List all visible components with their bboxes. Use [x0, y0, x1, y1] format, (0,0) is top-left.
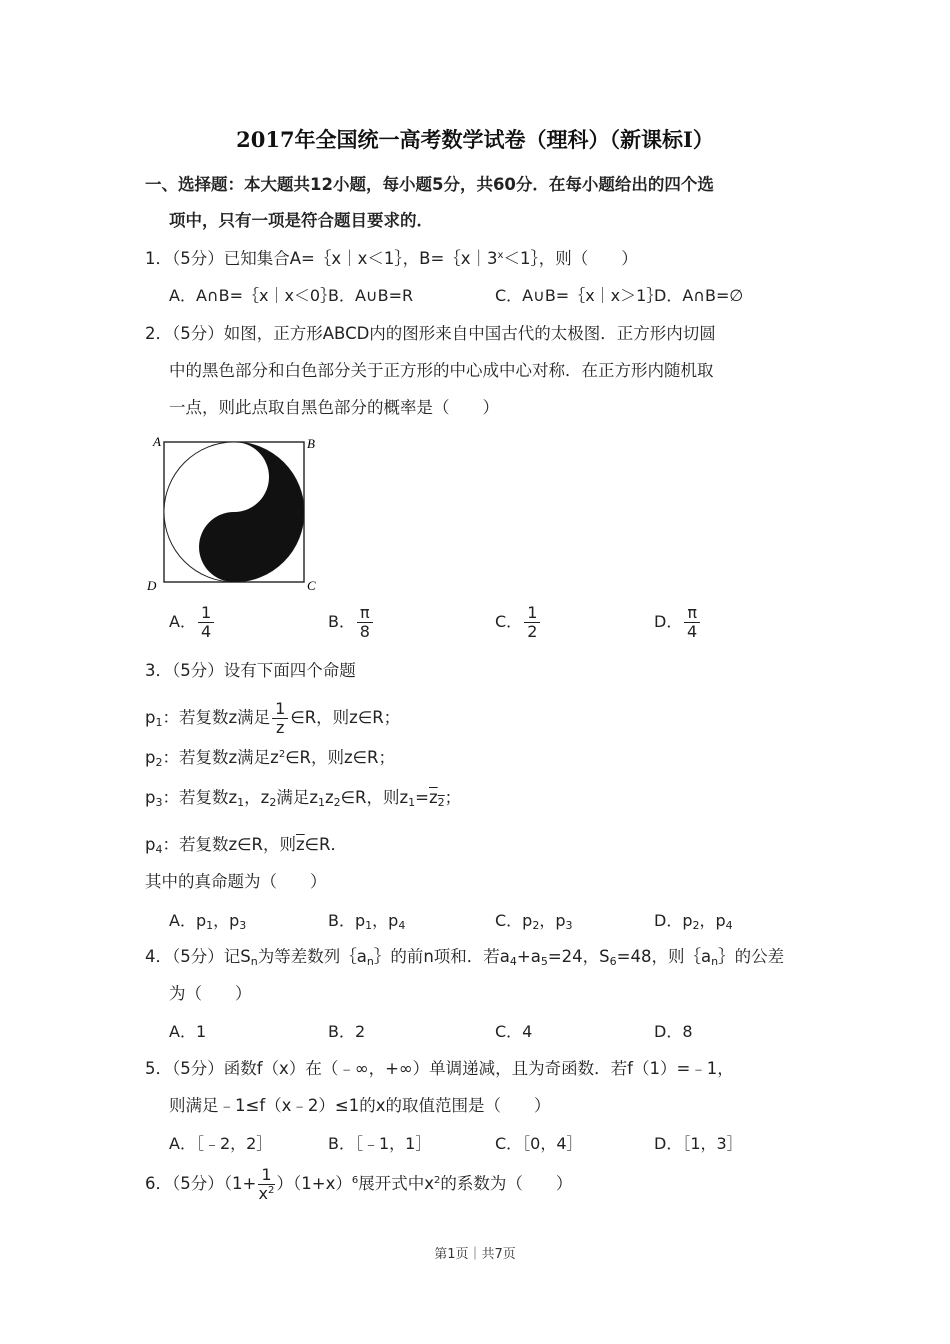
q4-option-d: D．8 — [654, 1022, 693, 1041]
q2-option-b: B． $\frac{\pi}{8}$ — [328, 604, 375, 641]
q5-option-a: A．［﹣2，2］ — [169, 1134, 273, 1153]
black-dot — [228, 541, 240, 553]
q3-ask: 其中的真命题为（ ） — [145, 872, 327, 891]
q1-option-a: A．A∩B=｛x｜x＜0｝ — [169, 286, 337, 305]
q1-option-d: D．A∩B=∅ — [654, 286, 744, 305]
q6-stem: 6．（5分）（1+ $\frac{1}{x^2}$ ）$(1+x)^6$展开式中$x^2$的系数为（ ） — [145, 1165, 573, 1203]
q3-option-a: A．$p_1$，$p_3$ — [169, 911, 247, 932]
q5-stem-line1: 5．（5分）函数f（x）在（﹣∞，+∞）单调递减，且为奇函数．若f（1）=﹣1， — [145, 1059, 734, 1078]
q4-stem-line2: 为（ ） — [169, 984, 252, 1003]
section-heading-line1: 一、选择题：本大题共12小题，每小题5分，共60分．在每小题给出的四个选 — [145, 175, 714, 194]
q2-option-a: A． $\frac{1}{4}$ — [169, 604, 216, 641]
white-dot — [228, 471, 240, 483]
q2-stem-line1: 2．（5分）如图，正方形ABCD内的图形来自中国古代的太极图．正方形内切圆 — [145, 324, 716, 343]
page-title: 2017年全国统一高考数学试卷（理科）（新课标Ⅰ） — [236, 127, 714, 152]
q3-proposition-p2: $p_2$：若复数z满足$z^2\in R$，则z∈R； — [145, 748, 396, 769]
q3-proposition-p3: $p_3$：若复数$z_1$，$z_2$满足$z_1z_2\in R$，则$z_1=z_2$； — [145, 788, 462, 809]
taiji-square-figure — [145, 432, 320, 592]
q3-option-d: D．$p_2$，$p_4$ — [654, 911, 733, 932]
q3-proposition-p4: $p_4$：若复数z∈R，则$\overline{z}\in R$． — [145, 835, 347, 856]
fraction: $\frac{1}{4}$ — [198, 604, 214, 641]
fraction: $\frac{\pi}{8}$ — [357, 604, 373, 641]
q2-option-c: C． $\frac{1}{2}$ — [495, 604, 542, 641]
q3-option-c: C．$p_2$，$p_3$ — [495, 911, 573, 932]
q3-option-b: B．$p_1$，$p_4$ — [328, 911, 406, 932]
q2-option-d: D． $\frac{\pi}{4}$ — [654, 604, 702, 641]
q5-option-b: B．［﹣1，1］ — [328, 1134, 432, 1153]
q4-option-c: C．4 — [495, 1022, 533, 1041]
q1-option-c: C．A∪B=｛x｜x＞1｝ — [495, 286, 663, 305]
q3-stem: 3．（5分）设有下面四个命题 — [145, 661, 356, 680]
page-footer: 第1页｜共7页 — [434, 1247, 516, 1262]
q4-option-a: A．1 — [169, 1022, 207, 1041]
vertex-a-label: A — [153, 434, 161, 449]
q5-option-c: C．［0，4］ — [495, 1134, 583, 1153]
vertex-b-label: B — [307, 436, 315, 451]
fraction: $\frac{\pi}{4}$ — [684, 604, 700, 641]
q5-option-d: D．［1，3］ — [654, 1134, 743, 1153]
fraction: $\frac{1}{z}$ — [272, 700, 288, 737]
q2-stem-line2: 中的黑色部分和白色部分关于正方形的中心成中心对称．在正方形内随机取 — [169, 361, 714, 380]
section-heading-line2: 项中，只有一项是符合题目要求的． — [169, 211, 433, 230]
q1-stem: 1．（5分）已知集合A=｛x｜x＜1｝，$B=\{x|3^x<1\}$，则（ ） — [145, 249, 638, 268]
vertex-c-label: C — [307, 578, 316, 592]
q4-option-b: B．2 — [328, 1022, 366, 1041]
fraction: $\frac{1}{x^2}$ — [258, 1165, 275, 1203]
conjugate-z: $\overline{z}$ — [295, 835, 305, 854]
q1-option-b: B．A∪B=R — [328, 286, 414, 305]
q5-stem-line2: 则满足﹣1≤f（x﹣2）≤1的x的取值范围是（ ） — [169, 1096, 551, 1115]
vertex-d-label: D — [147, 578, 157, 592]
conjugate-z2: $z_2$ — [429, 788, 445, 809]
q4-stem-line1: 4．（5分）记$S_n$为等差数列$\{a_n\}$的前n项和．若$a_4+a_5=24$，$S_6=48$，则$\{a_n\}$的公差 — [145, 947, 785, 968]
q3-proposition-p1: $p_1$：若复数z满足 $\frac{1}{z}$ ∈R，则z∈R； — [145, 699, 401, 737]
fraction: $\frac{1}{2}$ — [524, 604, 540, 641]
q2-stem-line3: 一点，则此点取自黑色部分的概率是（ ） — [169, 398, 499, 417]
